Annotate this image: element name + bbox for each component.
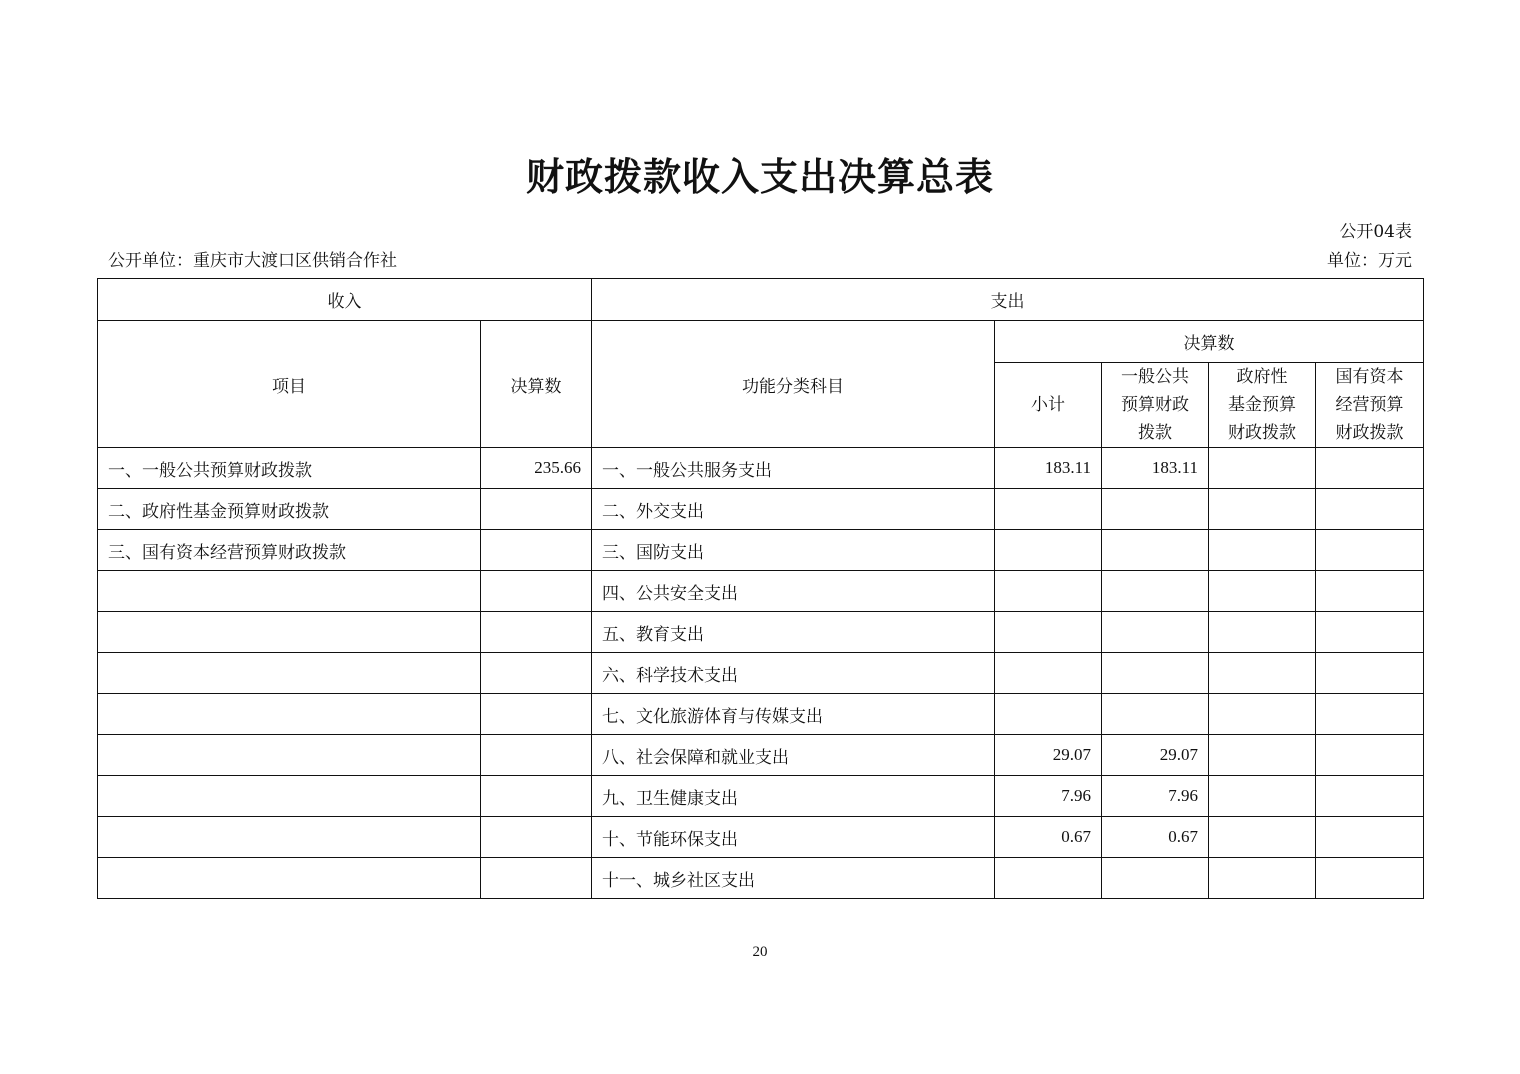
income-item-cell: 一、一般公共预算财政拨款 [98,448,481,489]
table-row [98,530,1424,571]
publishing-unit: 公开单位：重庆市大渡口区供销合作社 [108,251,397,271]
state-capital-cell [1316,612,1424,653]
state-capital-cell [1316,448,1424,489]
income-item-cell [98,653,481,694]
gov-fund-cell [1209,694,1316,735]
gov-fund-cell [1209,735,1316,776]
income-item-cell [98,858,481,899]
expense-item-cell: 三、国防支出 [592,530,995,571]
income-amount-cell [481,735,592,776]
header-row-2 [98,321,1424,363]
gov-fund-cell [1209,612,1316,653]
income-amount-cell [481,817,592,858]
general-budget-cell [1102,571,1209,612]
general-budget-cell [1102,612,1209,653]
subtotal-cell: 7.96 [995,776,1102,817]
table-row [98,817,1424,858]
table-row [98,694,1424,735]
gov-fund-header-line: 政府性 [1236,367,1288,387]
table-row [98,653,1424,694]
general-budget-cell [1102,489,1209,530]
expense-item-cell: 十一、城乡社区支出 [592,858,995,899]
income-amount-cell [481,694,592,735]
expense-item-cell: 六、科学技术支出 [592,653,995,694]
amount-header: 决算数 [481,321,592,448]
gov-fund-cell [1209,489,1316,530]
table-row [98,489,1424,530]
general-budget-cell [1102,530,1209,571]
income-item-cell: 三、国有资本经营预算财政拨款 [98,530,481,571]
income-amount-cell [481,530,592,571]
expense-item-cell: 七、文化旅游体育与传媒支出 [592,694,995,735]
gov-fund-cell [1209,653,1316,694]
gov-fund-cell [1209,571,1316,612]
state-capital-header-line: 国有资本 [1335,367,1404,387]
general-budget-header-line: 拨款 [1138,423,1172,443]
general-budget-header-line: 预算财政 [1121,395,1189,415]
table-row [98,571,1424,612]
expense-item-cell: 一、一般公共服务支出 [592,448,995,489]
income-item-cell [98,694,481,735]
subtotal-cell [995,489,1102,530]
gov-fund-cell [1209,776,1316,817]
form-number: 公开04表 [1339,222,1412,242]
income-amount-cell [481,612,592,653]
gov-fund-header-line: 财政拨款 [1228,423,1296,443]
general-budget-header-line: 一般公共 [1121,367,1189,387]
expense-item-cell: 九、卫生健康支出 [592,776,995,817]
state-capital-cell [1316,489,1424,530]
general-budget-cell [1102,653,1209,694]
table-row [98,776,1424,817]
general-budget-cell: 29.07 [1102,735,1209,776]
state-capital-cell [1316,858,1424,899]
header-row-1 [98,279,1424,321]
page-number: 20 [752,944,768,960]
general-budget-cell: 0.67 [1102,817,1209,858]
general-budget-cell [1102,694,1209,735]
expense-item-cell: 二、外交支出 [592,489,995,530]
state-capital-header-line: 经营预算 [1335,395,1404,415]
income-item-cell [98,571,481,612]
income-amount-cell [481,489,592,530]
expense-item-cell: 十、节能环保支出 [592,817,995,858]
subtotal-header: 小计 [995,363,1102,448]
state-capital-cell [1316,776,1424,817]
income-amount-cell [481,858,592,899]
state-capital-cell [1316,694,1424,735]
income-item-cell [98,612,481,653]
subtotal-cell: 0.67 [995,817,1102,858]
item-header: 项目 [98,321,481,448]
income-amount-cell [481,776,592,817]
budget-table [97,278,1424,899]
general-budget-cell [1102,858,1209,899]
expense-item-cell: 四、公共安全支出 [592,571,995,612]
table-row [98,858,1424,899]
gov-fund-cell [1209,530,1316,571]
general-budget-header [1102,363,1209,448]
gov-fund-header-line: 基金预算 [1228,395,1296,415]
gov-fund-cell [1209,448,1316,489]
gov-fund-header [1209,363,1316,448]
state-capital-cell [1316,817,1424,858]
income-item-cell [98,817,481,858]
expense-item-cell: 五、教育支出 [592,612,995,653]
general-budget-cell: 7.96 [1102,776,1209,817]
table-row [98,735,1424,776]
state-capital-cell [1316,571,1424,612]
page-title: 财政拨款收入支出决算总表 [525,155,994,199]
gov-fund-cell [1209,858,1316,899]
subtotal-cell [995,653,1102,694]
currency-unit: 单位：万元 [1327,251,1412,271]
income-header: 收入 [98,279,592,321]
subtotal-cell [995,612,1102,653]
expense-item-cell: 八、社会保障和就业支出 [592,735,995,776]
subtotal-cell: 29.07 [995,735,1102,776]
state-capital-cell [1316,735,1424,776]
table-row [98,612,1424,653]
subtotal-cell [995,694,1102,735]
subtotal-cell [995,571,1102,612]
general-budget-cell: 183.11 [1102,448,1209,489]
gov-fund-cell [1209,817,1316,858]
expense-header: 支出 [592,279,1424,321]
income-item-cell: 二、政府性基金预算财政拨款 [98,489,481,530]
state-capital-cell [1316,653,1424,694]
state-capital-header-line: 财政拨款 [1335,423,1404,443]
state-capital-header [1316,363,1424,448]
final-account-header: 决算数 [995,321,1424,363]
income-amount-cell: 235.66 [481,448,592,489]
income-item-cell [98,735,481,776]
income-item-cell [98,776,481,817]
function-category-header: 功能分类科目 [592,321,995,448]
subtotal-cell [995,858,1102,899]
income-amount-cell [481,653,592,694]
subtotal-cell [995,530,1102,571]
subtotal-cell: 183.11 [995,448,1102,489]
state-capital-cell [1316,530,1424,571]
table-row [98,448,1424,489]
income-amount-cell [481,571,592,612]
